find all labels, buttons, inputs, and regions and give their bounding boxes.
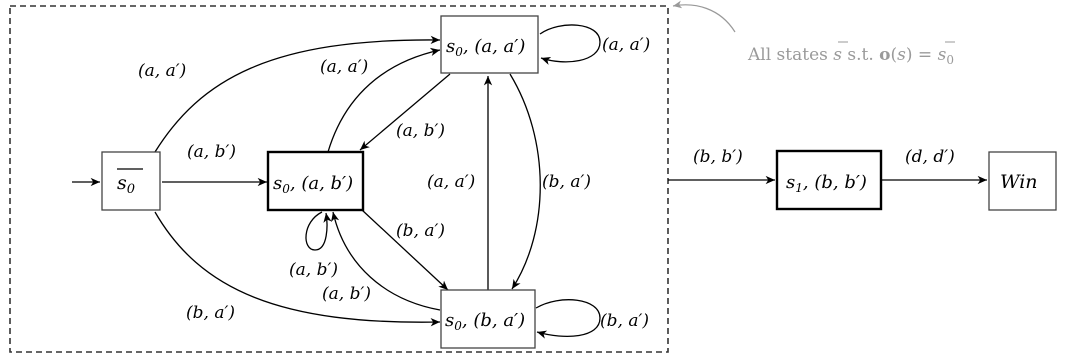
node-s0-ba	[441, 290, 535, 348]
svg-text:s0, (a, b′): $s_0$, (a, b′)	[273, 173, 354, 196]
label-init-ba: (b, a′)	[186, 303, 235, 323]
svg-text:s0, (b, a′): $s_0$, (b, a′)	[445, 310, 526, 333]
node-win	[989, 152, 1056, 210]
svg-text:Win: Win	[1000, 171, 1038, 193]
edge-ab-loop	[306, 212, 327, 250]
label-ab-aa: (a, a′)	[320, 57, 369, 77]
label-ab-loop: (a, b′)	[289, 260, 338, 280]
svg-text:s0: $s_0$	[117, 172, 136, 197]
node-initial	[102, 152, 160, 210]
svg-text:s1, (b, b′): $s_1$, (b, b′)	[786, 172, 867, 195]
label-aa-ab: (a, b′)	[396, 121, 445, 141]
edge-aa-ba	[510, 74, 540, 289]
label-aa-loop: (a, a′)	[602, 35, 651, 55]
label-aa-ba: (b, a′)	[542, 172, 591, 192]
label-box-s1: (b, b′)	[693, 147, 743, 167]
node-s0-aa	[441, 16, 538, 73]
label-ba-loop: (b, a′)	[600, 311, 649, 331]
label-s1-win: (d, d′)	[905, 147, 955, 167]
label-ba-aa: (a, a′)	[427, 172, 476, 192]
label-init-ab: (a, b′)	[187, 142, 236, 162]
edge-aa-loop	[540, 25, 600, 62]
group-annotation: All states s s.t. $o(s) = s_0$	[748, 45, 954, 67]
label-ab-ba: (b, a′)	[396, 221, 445, 241]
label-init-aa: (a, a′)	[138, 61, 187, 81]
node-s1-bb	[777, 151, 881, 209]
svg-text:s0, (a, a′): $s_0$, (a, a′)	[446, 36, 526, 59]
label-ba-ab: (a, b′)	[322, 284, 371, 304]
edge-ba-loop	[536, 300, 600, 337]
annotation-arrow	[673, 5, 735, 32]
node-s0-ab	[268, 152, 363, 210]
